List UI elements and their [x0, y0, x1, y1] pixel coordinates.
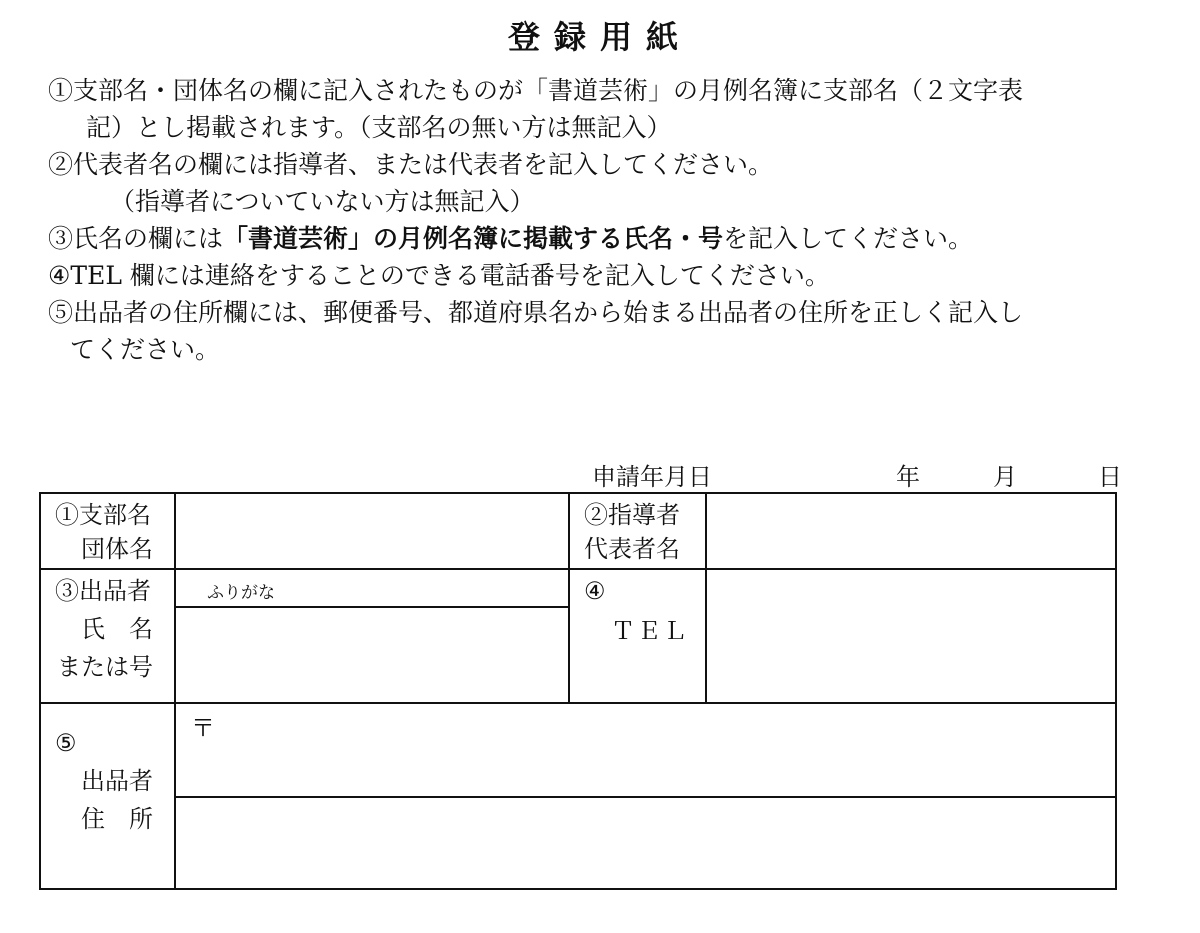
- instruction-5a: ⑤出品者の住所欄には、郵便番号、都道府県名から始まる出品者の住所を正しく記入し: [48, 298, 1024, 327]
- instruction-1a: ①支部名・団体名の欄に記入されたものが「書道芸術」の月例名簿に支部名（２文字表: [48, 76, 1024, 105]
- form-divider: [174, 494, 176, 888]
- instruction-4: ④TEL 欄には連絡をすることのできる電話番号を記入してください。: [48, 261, 830, 290]
- group-label: 団体名: [81, 535, 153, 563]
- page-title: 登録用紙: [507, 18, 692, 56]
- form-divider: [41, 568, 1115, 570]
- exhibitor-label: ③出品者: [55, 577, 151, 605]
- instruction-1b: 記）とし掲載されます。（支部名の無い方は無記入）: [86, 113, 672, 142]
- date-day-label: 日: [1098, 463, 1122, 491]
- name-field[interactable]: [177, 609, 567, 701]
- branch-label: ①支部名: [55, 501, 151, 529]
- instruction-3-suffix: を記入してください。: [723, 224, 974, 253]
- address-exhibitor-label: 出品者: [81, 767, 153, 795]
- name-label: 氏 名: [81, 615, 153, 643]
- instruction-3-prefix: ③氏名の欄には: [48, 224, 224, 253]
- tel-number-marker: ④: [584, 577, 606, 605]
- representative-label: 代表者名: [584, 535, 680, 563]
- furigana-field[interactable]: [177, 571, 567, 605]
- form-divider: [705, 494, 707, 704]
- pen-name-label: または号: [57, 653, 153, 681]
- instruction-3: [48, 220, 1168, 257]
- instructor-field[interactable]: [708, 496, 1113, 567]
- branch-group-field[interactable]: [177, 496, 567, 567]
- furigana-label: ふりがな: [207, 583, 275, 603]
- date-year-label: 年: [896, 463, 920, 491]
- instructions-list: [48, 72, 1168, 368]
- postal-mark: 〒: [191, 714, 215, 742]
- form-divider: [41, 702, 1115, 704]
- form-divider: [174, 796, 1115, 798]
- application-date-label: 申請年月日: [592, 463, 712, 491]
- registration-form: [39, 492, 1117, 890]
- tel-field[interactable]: [708, 571, 1113, 701]
- address-number-marker: ⑤: [55, 729, 77, 757]
- address-line-2-field[interactable]: [177, 799, 1113, 888]
- tel-label: ＴＥＬ: [611, 617, 689, 645]
- instruction-3-emphasis: 「書道芸術」の月例名簿に掲載する氏名・号: [223, 224, 724, 253]
- date-month-label: 月: [993, 463, 1017, 491]
- instruction-2b: （指導者についていない方は無記入）: [110, 187, 535, 216]
- form-divider: [568, 494, 570, 704]
- address-label: 住 所: [81, 805, 153, 833]
- instruction-5b: てください。: [70, 335, 221, 364]
- address-line-1-field[interactable]: [177, 705, 1113, 795]
- instructor-label: ②指導者: [584, 501, 680, 529]
- instruction-2a: ②代表者名の欄には指導者、または代表者を記入してください。: [48, 150, 774, 179]
- form-divider: [174, 606, 569, 608]
